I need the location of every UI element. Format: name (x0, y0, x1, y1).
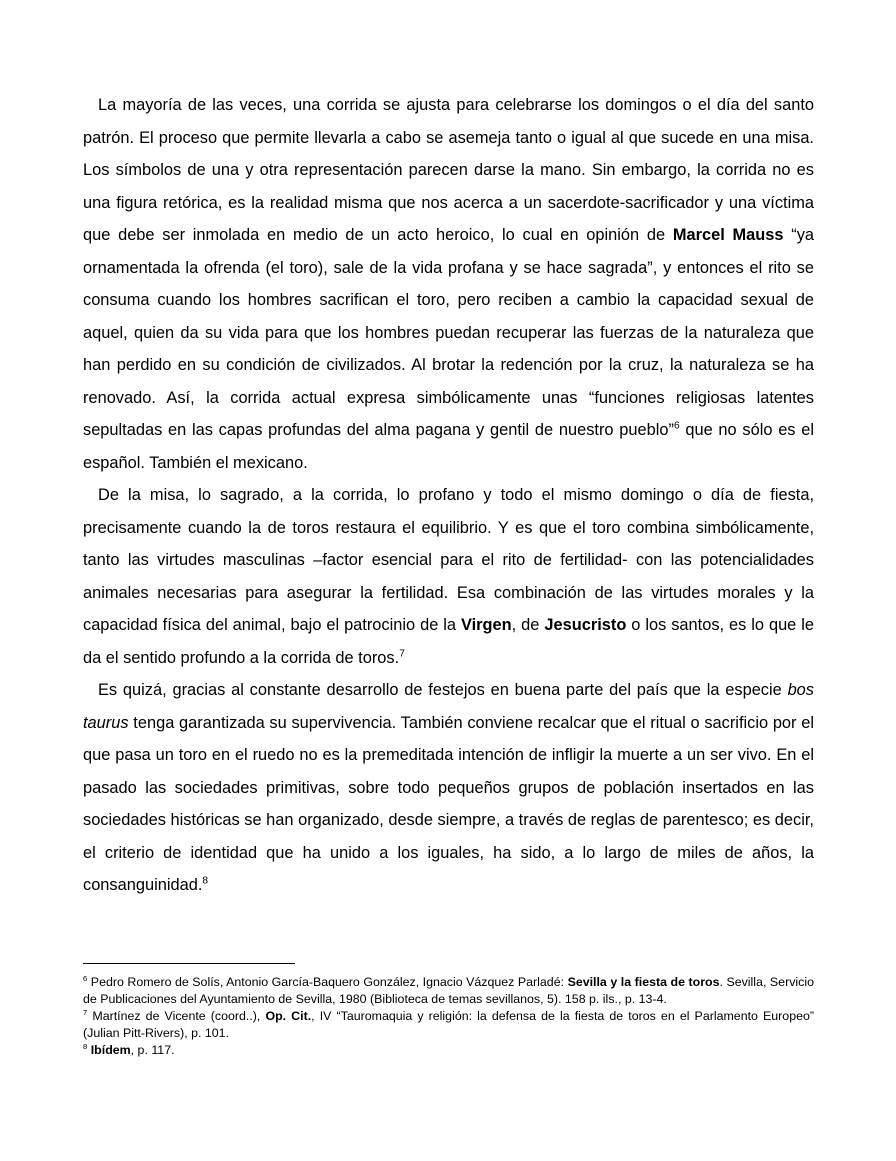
footnote-number: 7 (83, 1007, 88, 1017)
footnote-bold-title: Op. Cit. (265, 1009, 312, 1023)
text-run: “ya ornamentada la ofrenda (el toro), sale de la vida profana y se hace sagrada”, y entonces el rito se consuma cuando los hombres sacrifican el toro, pero reciben a cambio la capacidad sexual de aquel, quien da su vida para que los hombres puedan recuperar las fuerzas de la naturaleza que han perdido en su condición de civilizados. Al brotar la redención por la cruz, la naturaleza se ha renovado. Así, la corrida actual expresa simbólicamente unas “funciones religiosas latentes sepultadas en las capas profundas del alma pagana y gentil de nuestro pueblo” (83, 226, 815, 439)
paragraph-1 (83, 89, 814, 479)
text-run: o los santos, es lo que le da el sentido profundo a la corrida de toros. (83, 616, 814, 667)
text-run: De la misa, lo sagrado, a la corrida, lo profano y todo el mismo domingo o día de fiesta, precisamente cuando la de toros restaura el equilibrio. Y es que el toro combina simbólicamente, tanto las virtudes masculinas –factor esencial para el rito de fertilidad- con las potencialidades animales necesarias para asegurar la fertilidad. Esa combinación de las virtudes morales y la capacidad física del animal, bajo el patrocinio de la (83, 486, 814, 634)
text-run: , de (511, 616, 545, 634)
footnote-text: , IV “Tauromaquia y religión: la defensa de la fiesta de toros en el Parlamento Europeo” (Julian Pitt-Rivers), p. 101. (83, 1009, 814, 1040)
text-run: Es quizá, gracias al constante desarrollo de festejos en buena parte del país que la especie (98, 681, 788, 699)
footnote-8 (83, 1042, 814, 1059)
footnote-ref-8: 8 (202, 875, 209, 887)
footnote-text: Pedro Romero de Solís, Antonio García-Baquero González, Ignacio Vázquez Parladé: (87, 975, 568, 989)
footnote-bold-title: Sevilla y la fiesta de toros (567, 975, 720, 989)
footnote-number: 8 (83, 1041, 88, 1051)
footnote-ref-7: 7 (399, 648, 405, 660)
text-run: que no sólo es el español. También el mexicano. (83, 421, 814, 472)
paragraph-3 (83, 674, 814, 902)
main-text (83, 89, 814, 902)
bold-term-virgen: Virgen (460, 616, 512, 634)
author-name-mauss: Marcel Mauss (672, 226, 784, 244)
footnote-text: , p. 117. (130, 1043, 175, 1057)
footnotes (83, 974, 814, 1059)
footnote-6 (83, 974, 814, 1008)
footnote-text: Martínez de Vicente (coord..), (87, 1009, 266, 1023)
italic-term-bos-taurus: bos taurus (83, 681, 814, 732)
paragraph-2 (83, 479, 814, 674)
footnote-text: . Sevilla, Servicio de Publicaciones del Ayuntamiento de Sevilla, 1980 (Biblioteca de temas sevillanos, 5). 158 p. ils., p. 13-4. (83, 975, 814, 1006)
text-run: tenga garantizada su supervivencia. También conviene recalcar que el ritual o sacrificio por el que pasa un toro en el ruedo no es la premeditada intención de infligir la muerte a un ser vivo. En el pasado las sociedades primitivas, sobre todo pequeños grupos de población insertados en las sociedades históricas se han organizado, desde siempre, a través de reglas de parentesco; es decir, el criterio de identidad que ha unido a los iguales, ha sido, a lo largo de miles de años, la consanguinidad. (83, 713, 814, 894)
footnote-separator (83, 963, 295, 964)
footnote-number: 6 (83, 973, 88, 983)
footnote-ref-6: 6 (673, 420, 680, 432)
footnote-7 (83, 1008, 814, 1042)
text-run: La mayoría de las veces, una corrida se ajusta para celebrarse los domingos o el día del santo patrón. El proceso que permite llevarla a cabo se asemeja tanto o igual al que sucede en una misa. Los símbolos de una y otra representación parecen darse la mano. Sin embargo, la corrida no es una figura retórica, es la realidad misma que nos acerca a un sacerdote-sacrificador y una víctima que debe ser inmolada en medio de un acto heroico, lo cual en opinión de (83, 96, 814, 244)
footnote-bold-title: Ibídem (90, 1043, 131, 1057)
bold-term-jesucristo: Jesucristo (544, 616, 627, 634)
